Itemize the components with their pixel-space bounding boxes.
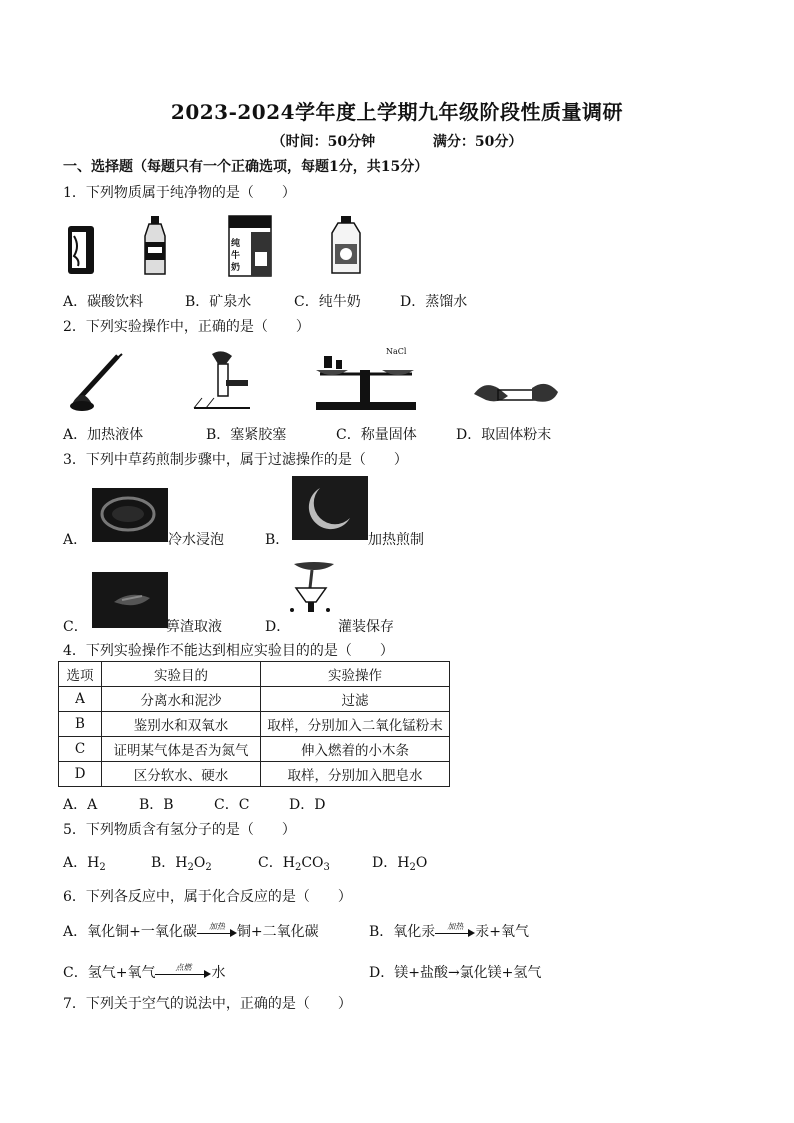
reactants: C．氢气+氧气 — [63, 965, 156, 981]
q4-option-c: C．C — [214, 797, 250, 813]
table-cell: 区分软水、硬水 — [102, 762, 261, 787]
table-cell: D — [59, 762, 102, 787]
q1-option-c: C．纯牛奶 — [294, 294, 361, 310]
subscript: 2 — [409, 862, 416, 873]
table-cell: A — [59, 687, 102, 712]
soda-can-image — [66, 222, 96, 278]
heating-liquid-image — [66, 348, 126, 414]
reaction-arrow-icon — [435, 922, 475, 939]
page-title: 2023-2024学年度上学期九年级阶段性质量调研 — [170, 100, 624, 124]
question-5: 5．下列物质含有氢分子的是（ ） — [63, 822, 296, 838]
subscript: 2 — [99, 862, 106, 873]
table-header: 实验操作 — [261, 662, 450, 687]
filtering-photo — [92, 572, 168, 628]
q2-option-c: C．称量固体 — [336, 427, 417, 443]
table-cell: 取样，分别加入肥皂水 — [261, 762, 450, 787]
subscript: 2 — [187, 862, 194, 873]
reaction-condition: 点燃 — [175, 963, 192, 972]
question-6: 6．下列各反应中，属于化合反应的是（ ） — [63, 889, 352, 905]
question-2: 2．下列实验操作中，正确的是（ ） — [63, 319, 310, 335]
table-row — [59, 712, 450, 737]
experiment-table — [58, 661, 450, 787]
q3-option-d-text: 灌装保存 — [338, 619, 394, 635]
bottling-image — [284, 558, 338, 616]
table-cell: B — [59, 712, 102, 737]
subscript: 2 — [294, 862, 302, 873]
formula: O — [415, 855, 428, 871]
table-cell: 证明某气体是否为氮气 — [102, 737, 261, 762]
question-7: 7．下列关于空气的说法中，正确的是（ ） — [63, 996, 352, 1012]
formula: H — [397, 855, 410, 871]
table-header-row — [59, 662, 450, 687]
reaction-arrow-icon — [197, 922, 237, 939]
question-4: 4．下列实验操作不能达到相应实验目的的是（ ） — [63, 643, 394, 659]
section-heading: 一、选择题（每题只有一个正确选项，每题1分，共15分） — [63, 159, 429, 175]
q3-option-c-letter: C． — [63, 619, 88, 635]
exam-info — [0, 131, 794, 151]
reactants: B．氧化汞 — [369, 924, 436, 940]
milk-box-image — [225, 214, 275, 278]
q6-option-b — [369, 921, 529, 941]
balance-image — [312, 352, 420, 412]
q1-option-a: A．碳酸饮料 — [63, 294, 144, 310]
products: 汞+氧气 — [475, 924, 530, 940]
table-row — [59, 737, 450, 762]
svg-text:纯: 纯 — [231, 239, 241, 249]
q3-option-b-letter: B． — [265, 532, 290, 548]
score-info: 满分：50分） — [432, 134, 523, 150]
q2-option-b: B．塞紧胶塞 — [206, 427, 287, 443]
reaction-condition: 加热 — [208, 922, 225, 931]
table-cell: 取样，分别加入二氧化锰粉末 — [261, 712, 450, 737]
subscript: 3 — [323, 862, 330, 873]
soaking-photo — [92, 488, 168, 542]
option-letter: C． — [258, 855, 283, 871]
q1-option-d: D．蒸馏水 — [400, 294, 468, 310]
svg-text:奶: 奶 — [231, 263, 241, 273]
svg-text:牛: 牛 — [231, 251, 241, 261]
q5-option-a — [63, 852, 106, 873]
q4-option-d: D．D — [289, 797, 326, 813]
formula: O — [193, 855, 206, 871]
table-row — [59, 687, 450, 712]
products: 铜+二氧化碳 — [236, 924, 319, 940]
table-cell: 过滤 — [261, 687, 450, 712]
powder-spoon-image — [470, 374, 562, 416]
q1-option-b: B．矿泉水 — [185, 294, 252, 310]
q3-option-a-letter: A． — [63, 532, 88, 548]
question-3: 3．下列中草药煎制步骤中，属于过滤操作的是（ ） — [63, 452, 408, 468]
nacl-label: NaCl — [386, 347, 407, 356]
q6-option-c — [63, 962, 225, 982]
decocting-photo — [292, 476, 368, 540]
q2-option-a: A．加热液体 — [63, 427, 144, 443]
q6-option-d: D．镁+盐酸→氯化镁+氢气 — [369, 965, 542, 981]
reaction-condition: 加热 — [447, 922, 464, 931]
reaction-arrow-icon — [155, 963, 211, 980]
table-cell: 伸入燃着的小木条 — [261, 737, 450, 762]
option-letter: D． — [372, 855, 398, 871]
q3-option-d-letter: D． — [265, 619, 291, 635]
q5-option-b — [151, 852, 212, 873]
formula: CO — [301, 855, 324, 871]
q5-option-c — [258, 852, 330, 873]
table-header: 选项 — [59, 662, 102, 687]
time-info: （时间：50分钟 — [271, 134, 376, 150]
formula: H — [87, 855, 100, 871]
formula: H — [282, 855, 295, 871]
mineral-water-bottle-image — [140, 214, 170, 278]
table-header: 实验目的 — [102, 662, 261, 687]
question-1: 1．下列物质属于纯净物的是（ ） — [63, 185, 296, 201]
q3-option-b-text: 加热煎制 — [368, 532, 424, 548]
q2-option-d: D．取固体粉末 — [456, 427, 552, 443]
q4-option-b: B．B — [139, 797, 174, 813]
option-letter: B． — [151, 855, 176, 871]
formula: H — [175, 855, 188, 871]
products: 水 — [211, 965, 226, 981]
table-cell: 分离水和泥沙 — [102, 687, 261, 712]
q6-option-a — [63, 921, 319, 941]
q5-option-d — [372, 852, 427, 873]
table-cell: 鉴别水和双氧水 — [102, 712, 261, 737]
q3-option-c-text: 箅渣取液 — [166, 619, 222, 635]
distilled-water-bottle-image — [326, 214, 366, 278]
subscript: 2 — [205, 862, 212, 873]
table-row — [59, 762, 450, 787]
table-cell: C — [59, 737, 102, 762]
q3-option-a-text: 冷水浸泡 — [168, 532, 224, 548]
q4-option-a: A．A — [63, 797, 98, 813]
stopper-image — [190, 346, 252, 412]
reactants: A．氧化铜+一氧化碳 — [63, 924, 197, 940]
option-letter: A． — [63, 855, 88, 871]
